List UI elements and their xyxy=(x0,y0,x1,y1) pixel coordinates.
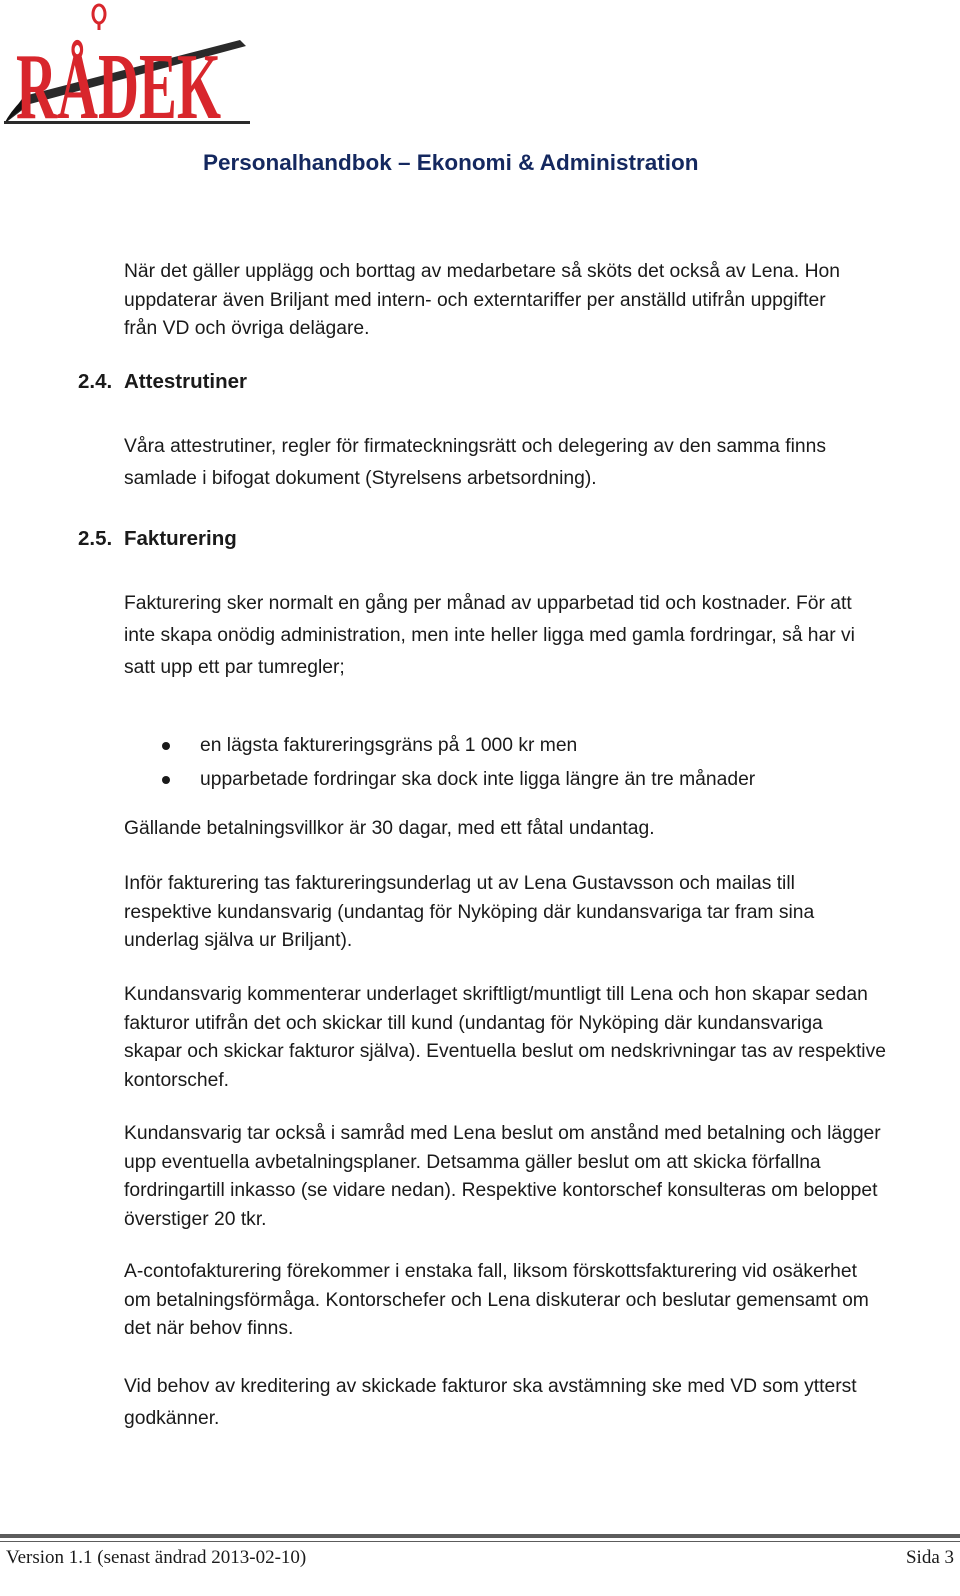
list-item: en lägsta faktureringsgräns på 1 000 kr men xyxy=(124,729,755,763)
logo-text: RÅDEK xyxy=(16,35,221,139)
list-item: upparbetade fordringar ska dock inte ligga längre än tre månader xyxy=(124,763,755,797)
payment-terms-paragraph: Gällande betalningsvillkor är 30 dagar, med ett fåtal undantag. xyxy=(124,818,655,839)
rules-list xyxy=(124,729,755,797)
attestrutiner-paragraph: Våra attestrutiner, regler för firmateckningsrätt och delegering av den samma finns samlade i bifogat dokument (Styrelsens arbetsordning). xyxy=(124,436,826,489)
section-heading-2-4 xyxy=(78,370,247,394)
section-title: Attestrutiner xyxy=(124,370,248,393)
section-heading-2-5 xyxy=(78,527,237,551)
section-number: 2.4. xyxy=(78,370,113,393)
aconto-paragraph: A-contofakturering förekommer i enstaka fall, liksom förskottsfakturering vid osäkerhet om betalningsförmåga. Kontorschefer och Lena diskuterar och beslutar gemensamt om det när behov finns. xyxy=(124,1261,869,1339)
intro-paragraph: När det gäller upplägg och borttag av medarbetare så sköts det också av Lena. Hon uppdaterar även Briljant med intern- och externtariffer per anställd utifrån uppgifter från VD och övriga delägare. xyxy=(124,261,840,339)
underlag-paragraph: Inför fakturering tas faktureringsunderlag ut av Lena Gustavsson och mailas till respektive kundansvarig (undantag för Nyköping där kundansvariga tar fram sina underlag själva ur Briljant). xyxy=(124,873,815,951)
radek-logo xyxy=(0,0,255,139)
section-number: 2.5. xyxy=(78,527,113,550)
footer-divider-thin xyxy=(0,1541,960,1542)
bullet-icon xyxy=(162,742,170,750)
kreditering-paragraph: Vid behov av kreditering av skickade fakturor ska avstämning ske med VD som ytterst godkänner. xyxy=(124,1376,857,1429)
footer-page-number: Sida 3 xyxy=(905,1547,954,1568)
bullet-icon xyxy=(162,776,170,784)
document-title: Personalhandbok – Ekonomi & Administration xyxy=(203,150,699,175)
section-title: Fakturering xyxy=(124,527,237,550)
footer-version: Version 1.1 (senast ändrad 2013-02-10) xyxy=(6,1547,307,1568)
fakturering-paragraph: Fakturering sker normalt en gång per månad av upparbetad tid och kostnader. För att inte skapa onödig administration, men inte heller ligga med gamla fordringar, så har vi satt upp ett par tumregler; xyxy=(124,593,855,678)
kommentar-paragraph: Kundansvarig kommenterar underlaget skriftligt/muntligt till Lena och hon skapar sedan fakturor utifrån det och skickar till kund (undantag för Nyköping där kundansvariga skapar och skickar fakturor själva). Eventuella beslut om nedskrivningar tas av respektive kontorschef. xyxy=(124,984,886,1091)
footer-divider xyxy=(0,1534,960,1538)
anstand-paragraph: Kundansvarig tar också i samråd med Lena beslut om anstånd med betalning och lägger upp eventuella avbetalningsplaner. Detsamma gäller beslut om att skicka förfallna fordringartill inkasso (se vidare nedan). Respektive kontorschef konsulteras om beloppet överstiger 20 tkr. xyxy=(124,1123,881,1230)
